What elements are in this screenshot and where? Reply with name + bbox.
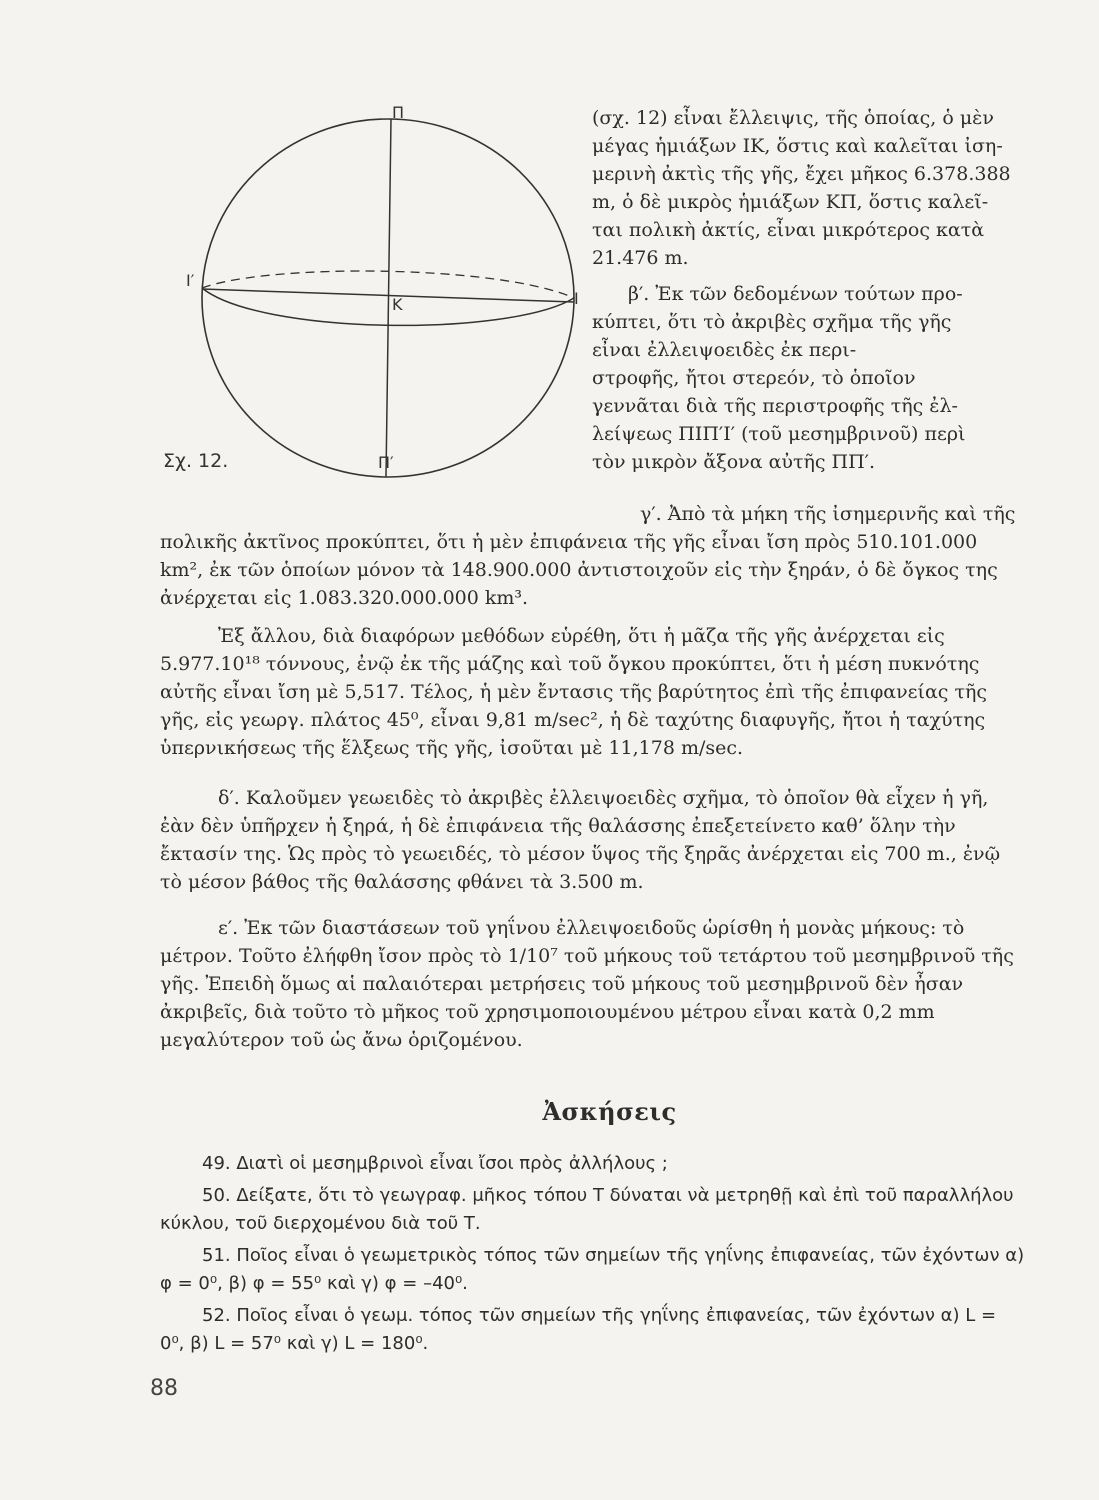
- side-paragraph: [592, 104, 1020, 476]
- label-pole-south: Π′: [378, 453, 394, 472]
- exercise-item: 50. Δείξατε, ὅτι τὸ γεωγραφ. μῆκος τόπου Τ δύναται νὰ μετρηθῇ καὶ ἐπὶ τοῦ παραλλήλου κύκλου, τοῦ διερχομένου διὰ τοῦ Τ.: [160, 1185, 1014, 1234]
- label-center: Κ: [392, 295, 403, 314]
- section-heading-exercises: Ἀσκήσεις: [542, 1097, 677, 1126]
- side-line: γεννᾶται διὰ τῆς περιστροφῆς τῆς ἐλ-: [592, 395, 958, 417]
- exercise-item: 49. Διατὶ οἱ μεσημβρινοὶ εἶναι ἴσοι πρὸς ἀλλήλους ;: [202, 1153, 668, 1174]
- figure-meridian-ellipse: [170, 95, 600, 495]
- side-line: εἶναι ἐλλειψοειδὲς ἐκ περι-: [592, 339, 857, 361]
- exercise-item: 51. Ποῖος εἶναι ὁ γεωμετρικὸς τόπος τῶν σημείων τῆς γηΐνης ἐπιφανείας, τῶν ἐχόντων α) φ = 0⁰, β) φ = 55⁰ καὶ γ) φ = –40⁰.: [160, 1245, 1025, 1294]
- paragraph-delta: δ′. Καλοῦμεν γεωειδὲς τὸ ἀκριβὲς ἐλλειψοειδὲς σχῆμα, τὸ ὁποῖον θὰ εἶχεν ἡ γῆ, ἐὰν δὲν ὑπῆρχεν ἡ ξηρά, ἡ δὲ ἐπιφάνεια τῆς θαλάσσης ἐπεξετείνετο καθ’ ὅλην τὴν ἔκτασίν της. Ὡς πρὸς τὸ γεωειδές, τὸ μέσον ὕψος τῆς ξηρᾶς ἀνέρχεται εἰς 700 m., ἐνῷ τὸ μέσον βάθος τῆς θαλάσσης φθάνει τὰ 3.500 m.: [160, 787, 1001, 893]
- exercises-list: [160, 1150, 1026, 1362]
- side-line: m, ὁ δὲ μικρὸς ἡμιάξων ΚΠ, ὅστις καλεῖ-: [592, 191, 989, 213]
- exercise-item: 52. Ποῖος εἶναι ὁ γεωμ. τόπος τῶν σημείων τῆς γηΐνης ἐπιφανείας, τῶν ἐχόντων α) L = 0⁰, β) L = 57⁰ καὶ γ) L = 180⁰.: [160, 1305, 997, 1354]
- page-number: 88: [150, 1376, 178, 1401]
- label-equator-right: Ι: [574, 289, 579, 308]
- paragraph-gamma-2: Ἐξ ἄλλου, διὰ διαφόρων μεθόδων εὑρέθη, ὅτι ἡ μᾶζα τῆς γῆς ἀνέρχεται εἰς 5.977.10¹⁸ τόννους, ἐνῷ ἐκ τῆς μάζης καὶ τοῦ ὄγκου προκύπτει, ὅτι ἡ μέση πυκνότης αὐτῆς εἶναι ἴση μὲ 5,517. Τέλος, ἡ μὲν ἔντασις τῆς βαρύτητος ἐπὶ τῆς ἐπιφανείας τῆς γῆς, εἰς γεωργ. πλάτος 45⁰, εἶναι 9,81 m/sec², ἡ δὲ ταχύτης διαφυγῆς, ἤτοι ἡ ταχύτης ὑπερνικήσεως τῆς ἕλξεως τῆς γῆς, ἰσοῦται μὲ 11,178 m/sec.: [160, 625, 988, 759]
- label-equator-left: Ι′: [186, 271, 195, 290]
- side-line: κύπτει, ὅτι τὸ ἀκριβὲς σχῆμα τῆς γῆς: [592, 311, 952, 333]
- polar-axis: [386, 119, 391, 477]
- side-line: στροφῆς, ἤτοι στερεόν, τὸ ὁποῖον: [592, 367, 916, 389]
- paragraph-epsilon: ε′. Ἐκ τῶν διαστάσεων τοῦ γηΐνου ἐλλειψοειδοῦς ὡρίσθη ἡ μονὰς μήκους: τὸ μέτρον. Τοῦτο ἐλήφθη ἴσον πρὸς τὸ 1/10⁷ τοῦ μήκους τοῦ τετάρτου τοῦ μεσημβρινοῦ τῆς γῆς. Ἐπειδὴ ὅμως αἱ παλαιότεραι μετρήσεις τοῦ μήκους τοῦ μεσημβρινοῦ δὲν ἦσαν ἀκριβεῖς, διὰ τοῦτο τὸ μῆκος τοῦ χρησιμοποιουμένου μέτρου εἶναι κατὰ 0,2 mm μεγαλύτερον τοῦ ὡς ἄνω ὁριζομένου.: [160, 917, 1014, 1051]
- paragraph-gamma-1: γ′. Ἀπὸ τὰ μήκη τῆς ἰσημερινῆς καὶ τῆς πολικῆς ἀκτῖνος προκύπτει, ὅτι ἡ μὲν ἐπιφάνεια τῆς γῆς εἶναι ἴση πρὸς 510.101.000 km², ἐκ τῶν ὁποίων μόνον τὰ 148.900.000 ἀντιστοιχοῦν εἰς τὴν ξηράν, ὁ δὲ ὄγκος της ἀνέρχεται εἰς 1.083.320.000.000 km³.: [160, 503, 1016, 609]
- main-body: [160, 500, 1026, 1064]
- side-line: β′. Ἐκ τῶν δεδομένων τούτων προ-: [628, 283, 963, 305]
- side-line: ται πολικὴ ἀκτίς, εἶναι μικρότερος κατὰ: [592, 219, 985, 241]
- side-line: λείψεως ΠΙΠ′Ι′ (τοῦ μεσημβρινοῦ) περὶ: [592, 423, 966, 445]
- side-line: μερινὴ ἀκτὶς τῆς γῆς, ἔχει μῆκος 6.378.388: [592, 163, 1011, 185]
- side-line: τὸν μικρὸν ἄξονα αὐτῆς ΠΠ′.: [592, 451, 876, 473]
- figure-caption: Σχ. 12.: [163, 450, 229, 472]
- ellipse-diagram: [170, 95, 600, 495]
- label-pole-north: Π: [392, 103, 405, 122]
- side-line: (σχ. 12) εἶναι ἔλλειψις, τῆς ὁποίας, ὁ μὲν: [592, 107, 994, 129]
- side-line: μέγας ἡμιάξων ΙΚ, ὅστις καὶ καλεῖται ἰση-: [592, 135, 1003, 157]
- side-line: 21.476 m.: [592, 247, 689, 269]
